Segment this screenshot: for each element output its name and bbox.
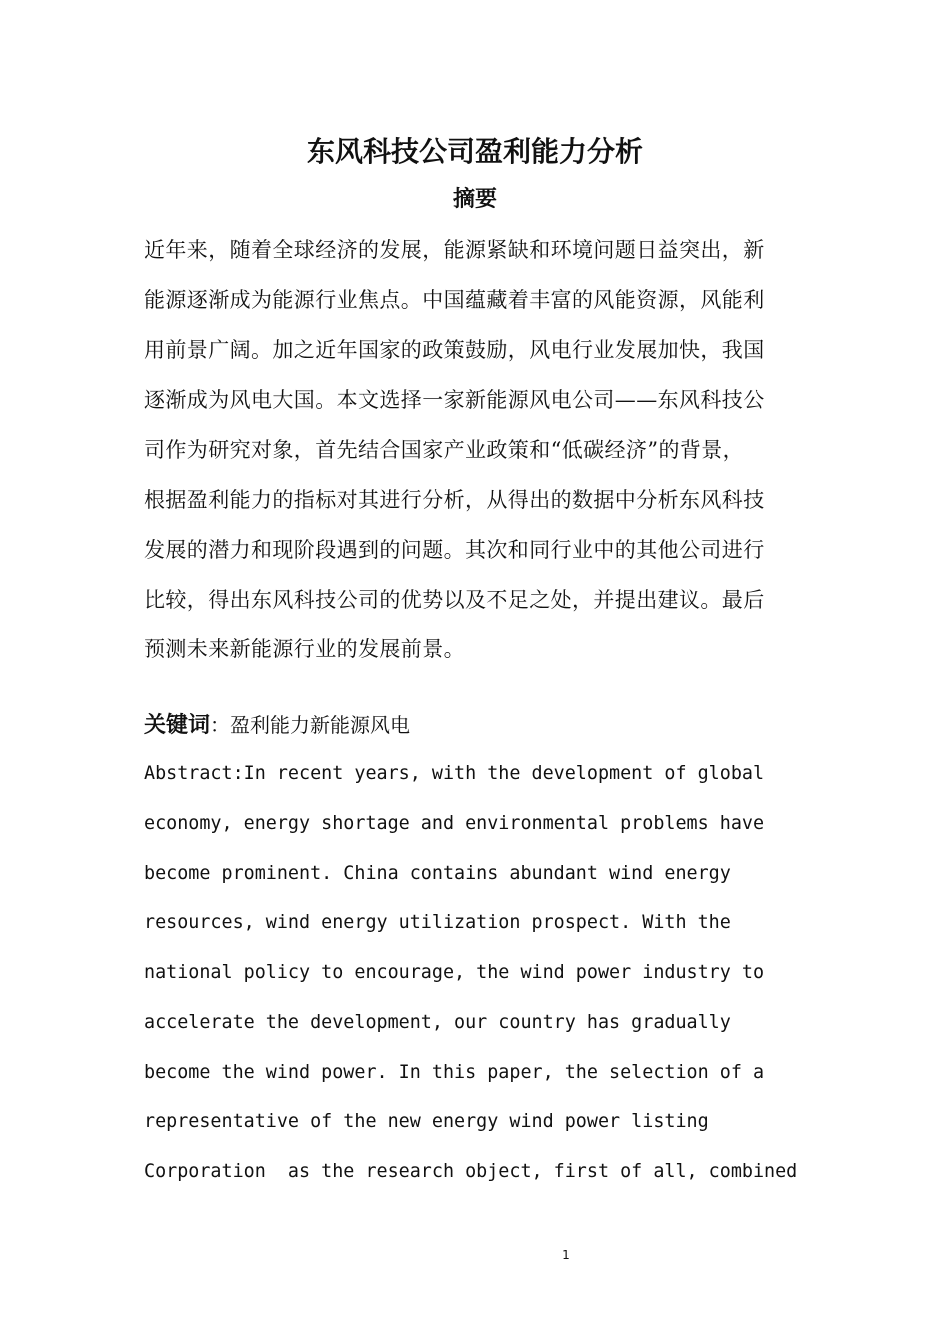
abstract-en-line: resources, wind energy utilization prospect. With the <box>144 912 731 933</box>
abstract-cn-line: 预测未来新能源行业的发展前景。 <box>144 637 465 661</box>
abstract-en-line: economy, energy shortage and environmental problems have <box>144 813 765 834</box>
abstract-cn-line: 近年来，随着全球经济的发展，能源紧缺和环境问题日益突出，新 <box>144 238 765 262</box>
abstract-en-line: national policy to encourage, the wind power industry to <box>144 962 765 983</box>
abstract-cn-line: 发展的潜力和现阶段遇到的问题。其次和同行业中的其他公司进行 <box>144 538 765 562</box>
abstract-cn-line: 逐渐成为风电大国。本文选择一家新能源风电公司——东风科技公 <box>144 388 765 412</box>
abstract-cn-line: 司作为研究对象，首先结合国家产业政策和“低碳经济”的背景， <box>144 438 745 462</box>
abstract-heading: 摘要 <box>452 187 497 212</box>
abstract-en-line: become the wind power. In this paper, the selection of a <box>144 1062 765 1083</box>
abstract-en-line: Corporation as the research object, first of all, combined <box>144 1161 798 1182</box>
keywords-label: 关键词 <box>144 713 211 738</box>
abstract-en-line: become prominent. China contains abundant wind energy <box>144 863 731 884</box>
page-title: 东风科技公司盈利能力分析 <box>306 135 643 168</box>
abstract-cn-line: 用前景广阔。加之近年国家的政策鼓励，风电行业发展加快，我国 <box>144 338 765 362</box>
keywords-values: 盈利能力新能源风电 <box>230 713 411 737</box>
abstract-en-line: accelerate the development, our country has gradually <box>144 1012 731 1033</box>
page-number: 1 <box>562 1248 570 1262</box>
abstract-en-line: representative of the new energy wind power listing <box>144 1111 709 1132</box>
abstract-cn-line: 比较，得出东风科技公司的优势以及不足之处，并提出建议。最后 <box>144 588 765 612</box>
abstract-cn-line: 能源逐渐成为能源行业焦点。中国蕴藏着丰富的风能资源，风能利 <box>144 288 765 312</box>
abstract-en-line: Abstract:In recent years, with the development of global <box>144 763 765 784</box>
keywords-line <box>144 708 410 739</box>
abstract-cn-line: 根据盈利能力的指标对其进行分析，从得出的数据中分析东风科技 <box>144 488 765 512</box>
keywords-colon: ： <box>210 713 231 737</box>
